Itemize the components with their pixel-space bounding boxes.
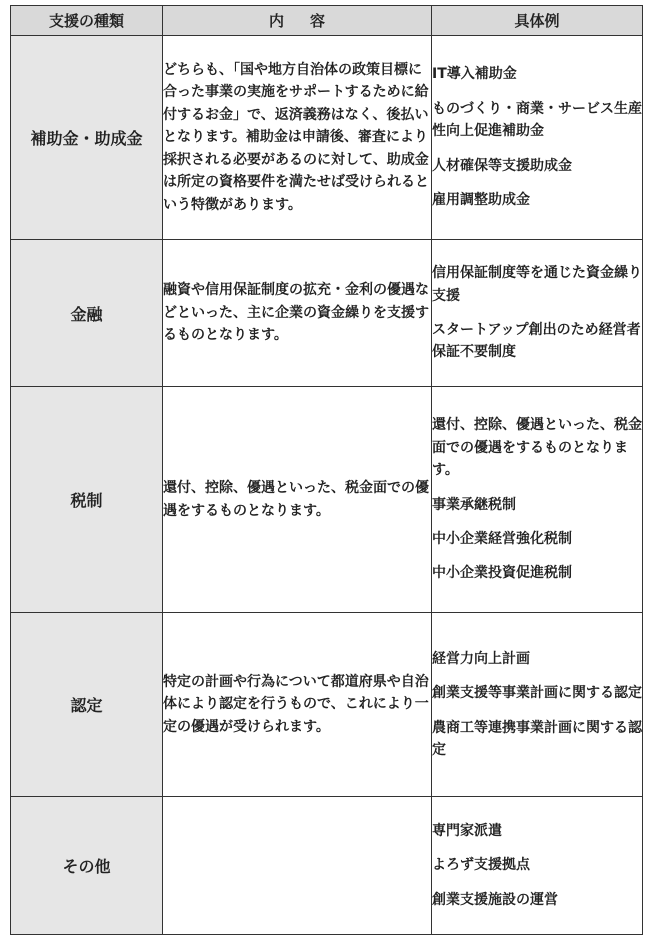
example-item: 人材確保等支援助成金 [432, 157, 572, 174]
row-content: 還付、控除、優遇といった、税金面での優遇をするものとなります。 [163, 387, 432, 613]
row-examples [432, 387, 643, 613]
example-item: 専門家派遣 [432, 822, 502, 839]
row-examples [432, 797, 643, 935]
row-type-finance: 金融 [11, 240, 163, 387]
row-examples [432, 36, 643, 240]
row-type-certification: 認定 [11, 613, 163, 797]
table-row [11, 797, 643, 935]
header-content: 内容 [163, 6, 432, 36]
table-row [11, 387, 643, 613]
table-row [11, 613, 643, 797]
example-item: 信用保証制度等を通じた資金繰り支援 [432, 265, 642, 304]
row-content [163, 797, 432, 935]
example-item: よろず支援拠点 [432, 857, 530, 874]
row-type-other: その他 [11, 797, 163, 935]
example-item: スタートアップ創出のため経営者保証不要制度 [432, 322, 641, 361]
example-item: 雇用調整助成金 [432, 192, 530, 209]
table-row [11, 36, 643, 240]
table-header [11, 6, 643, 36]
row-content: どちらも、「国や地方自治体の政策目標に合った事業の実施をサポートするために給付するお金」で、返済義務はなく、後払いとなります。補助金は申請後、審査により採択される必要があるのに対して、助成金は所定の資格要件を満たせば受けられるという特徴があります。 [163, 36, 432, 240]
row-examples [432, 240, 643, 387]
example-item: 農商工等連携事業計画に関する認定 [432, 719, 642, 758]
row-content: 融資や信用保証制度の拡充・金利の優遇などといった、主に企業の資金繰りを支援するものとなります。 [163, 240, 432, 387]
example-item: 還付、控除、優遇といった、税金面での優遇をするものとなります。 [432, 417, 642, 479]
table-row [11, 240, 643, 387]
row-examples [432, 613, 643, 797]
example-item: IT導入補助金 [432, 66, 517, 83]
row-type-tax: 税制 [11, 387, 163, 613]
header-support-type: 支援の種類 [11, 6, 163, 36]
example-item: 創業支援施設の運営 [432, 891, 558, 908]
example-item: 中小企業投資促進税制 [432, 565, 572, 582]
table-body [11, 36, 643, 935]
example-item: 経営力向上計画 [432, 650, 530, 667]
example-item: 中小企業経営強化税制 [432, 530, 572, 547]
row-content: 特定の計画や行為について都道府県や自治体により認定を行うもので、これにより一定の優遇が受けられます。 [163, 613, 432, 797]
header-examples: 具体例 [432, 6, 643, 36]
support-types-table [10, 5, 643, 935]
header-row [11, 6, 643, 36]
example-item: ものづくり・商業・サービス生産性向上促進補助金 [432, 100, 642, 140]
row-type-subsidy: 補助金・助成金 [11, 36, 163, 240]
example-item: 事業承継税制 [432, 496, 516, 513]
example-item: 創業支援等事業計画に関する認定 [432, 685, 642, 702]
